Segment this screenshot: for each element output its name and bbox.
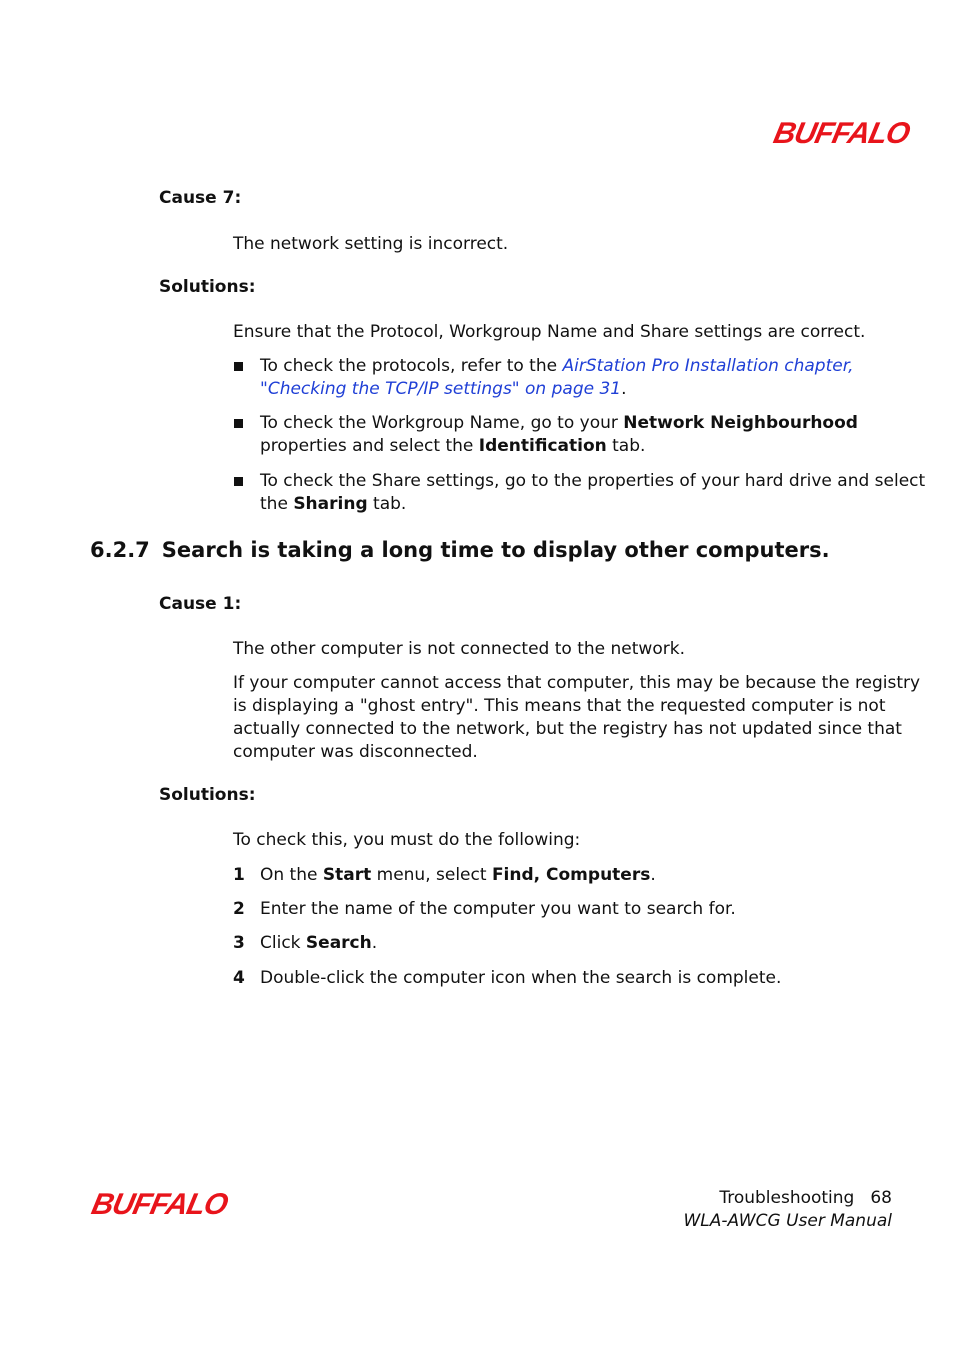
bullet-icon xyxy=(234,419,243,428)
cause-7-label: Cause 7: xyxy=(159,188,242,208)
paragraph-line: computer was disconnected. xyxy=(233,742,478,762)
step-4-text: Double-click the computer icon when the search is complete. xyxy=(260,968,782,988)
solutions-label-2: Solutions: xyxy=(159,785,256,805)
cause-1-text: The other computer is not connected to the network. xyxy=(233,639,685,659)
section-heading xyxy=(90,538,830,562)
bullet-1-line-1: To check the protocols, refer to the AirStation Pro Installation chapter, xyxy=(260,356,854,376)
bullet-icon xyxy=(234,477,243,486)
solutions-label-1: Solutions: xyxy=(159,277,256,297)
step-2-text: Enter the name of the computer you want to search for. xyxy=(260,899,736,919)
bullet-1-line-2: "Checking the TCP/IP settings" on page 31. xyxy=(260,379,627,399)
cause-7-text: The network setting is incorrect. xyxy=(233,234,509,254)
buffalo-logo-bottom: BUFFALO xyxy=(88,1188,231,1221)
bullet-2-line-1: To check the Workgroup Name, go to your Network Neighbourhood xyxy=(260,413,858,433)
bullet-3-line-1: To check the Share settings, go to the properties of your hard drive and select xyxy=(260,471,926,491)
footer-page-number: 68 xyxy=(870,1188,892,1208)
section-title: Search is taking a long time to display other computers. xyxy=(161,538,830,562)
step-number: 2 xyxy=(233,899,245,919)
footer-chapter: Troubleshooting xyxy=(719,1188,855,1208)
footer-manual-title: WLA-AWCG User Manual xyxy=(683,1211,892,1231)
step-number: 3 xyxy=(233,933,245,953)
step-3-text: Click Search. xyxy=(260,933,378,953)
step-1-text: On the Start menu, select Find, Computers. xyxy=(260,865,656,885)
step-number: 4 xyxy=(233,968,245,988)
step-number: 1 xyxy=(233,865,245,885)
solutions-intro-2: To check this, you must do the following: xyxy=(233,830,581,850)
section-number: 6.2.7 xyxy=(90,538,150,562)
buffalo-logo-top: BUFFALO xyxy=(770,117,913,150)
bullet-2-line-2: properties and select the Identification tab. xyxy=(260,436,646,456)
footer-chapter-page xyxy=(719,1188,892,1208)
paragraph-line: If your computer cannot access that computer, this may be because the registry xyxy=(233,673,921,693)
solutions-intro-1: Ensure that the Protocol, Workgroup Name and Share settings are correct. xyxy=(233,322,866,342)
paragraph-line: is displaying a "ghost entry". This means that the requested computer is not xyxy=(233,696,886,716)
bullet-icon xyxy=(234,362,243,371)
cause-1-label: Cause 1: xyxy=(159,594,242,614)
paragraph-line: actually connected to the network, but the registry has not updated since that xyxy=(233,719,902,739)
installation-chapter-link[interactable]: AirStation Pro Installation chapter, xyxy=(562,356,854,376)
tcpip-settings-link[interactable]: "Checking the TCP/IP settings" on page 31 xyxy=(260,379,622,399)
bullet-3-line-2: the Sharing tab. xyxy=(260,494,407,514)
